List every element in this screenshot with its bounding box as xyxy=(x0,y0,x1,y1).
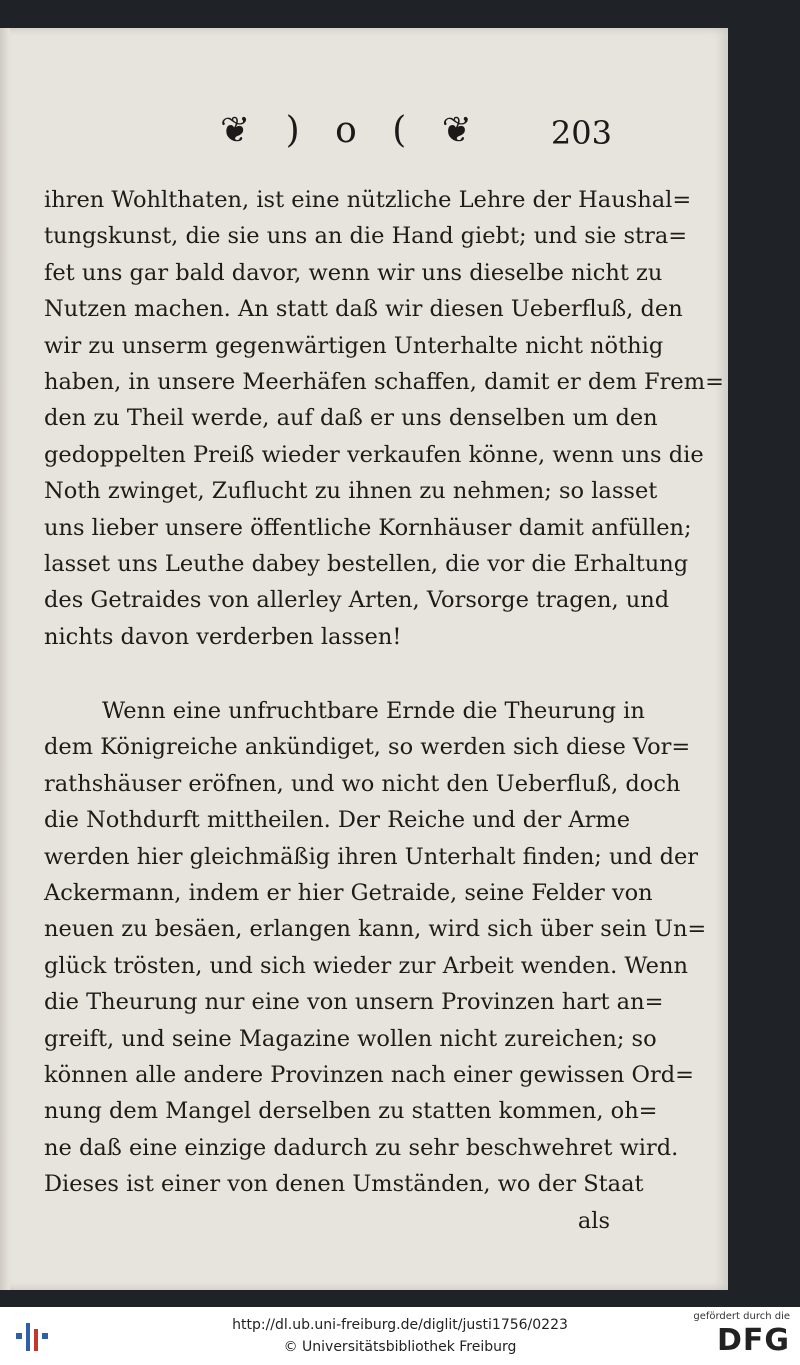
page-header xyxy=(42,104,612,154)
header-ornament: ❦ ) o ( ❦ xyxy=(220,110,484,151)
text-line: Noth zwinget, Zuflucht zu ihnen zu nehmen; so lasset xyxy=(44,478,658,505)
text-line: fet uns gar bald davor, wenn wir uns dieselbe nicht zu xyxy=(44,259,663,286)
dfg-logo-icon[interactable]: DFG xyxy=(716,1323,790,1358)
catchword: als xyxy=(577,1207,610,1234)
text-line: die Nothdurft mittheilen. Der Reiche und der Arme xyxy=(44,807,631,834)
text-line: uns lieber unsere öffentliche Kornhäuser damit anfüllen; xyxy=(44,514,692,541)
text-line: gedoppelten Preiß wieder verkaufen könne, wenn uns die xyxy=(44,441,704,468)
text-line: Wenn eine unfruchtbare Ernde die Theurung in xyxy=(102,698,645,725)
text-line: nichts davon verderben lassen! xyxy=(44,623,402,650)
text-line: tungskunst, die sie uns an die Hand giebt; und sie stra= xyxy=(44,223,688,250)
text-line: dem Königreiche ankündiget, so werden sich diese Vor= xyxy=(44,734,691,761)
text-line: des Getraides von allerley Arten, Vorsorge tragen, und xyxy=(44,587,670,614)
text-line: werden hier gleichmäßig ihren Unterhalt finden; und der xyxy=(44,843,699,870)
text-line: ne daß eine einzige dadurch zu sehr beschwehret wird. xyxy=(44,1134,679,1161)
text-line: haben, in unsere Meerhäfen schaffen, damit er dem Frem= xyxy=(44,368,724,395)
paragraph-gap xyxy=(44,655,610,693)
text-line: lasset uns Leuthe dabey bestellen, die vor die Erhaltung xyxy=(44,550,689,577)
text-line: ihren Wohlthaten, ist eine nützliche Lehre der Haushal= xyxy=(44,187,692,213)
page-binding-shadow xyxy=(0,28,10,1290)
viewer-footer xyxy=(0,1307,800,1365)
text-line: können alle andere Provinzen nach einer gewissen Ord= xyxy=(44,1061,694,1088)
text-line: greift, und seine Magazine wollen nicht zureichen; so xyxy=(44,1025,657,1052)
text-line: den zu Theil werde, auf daß er uns denselben um den xyxy=(44,405,658,432)
text-line: die Theurung nur eine von unsern Provinzen hart an= xyxy=(44,989,664,1016)
text-line: wir zu unserm gegenwärtigen Unterhalte nicht nöthig xyxy=(44,332,664,359)
text-line: glück trösten, und sich wieder zur Arbeit wenden. Wenn xyxy=(44,952,688,979)
text-line: Dieses ist einer von denen Umständen, wo der Staat xyxy=(44,1171,644,1198)
page-text xyxy=(44,182,724,1239)
text-line: neuen zu besäen, erlangen kann, wird sich über sein Un= xyxy=(44,916,707,943)
dfg-caption: gefördert durch die xyxy=(693,1311,790,1322)
text-line: nung dem Mangel derselben zu statten kommen, oh= xyxy=(44,1098,658,1125)
text-line: Nutzen machen. An statt daß wir diesen Ueberfluß, den xyxy=(44,296,683,323)
permalink-url[interactable]: http://dl.ub.uni-freiburg.de/diglit/justi1756/0223 xyxy=(232,1317,568,1333)
text-line: rathshäuser eröfnen, und wo nicht den Ueberfluß, doch xyxy=(44,770,681,797)
text-line: Ackermann, indem er hier Getraide, seine Felder von xyxy=(44,880,653,907)
page-number: 203 xyxy=(550,114,612,152)
copyright-notice: © Universitätsbibliothek Freiburg xyxy=(283,1339,517,1355)
